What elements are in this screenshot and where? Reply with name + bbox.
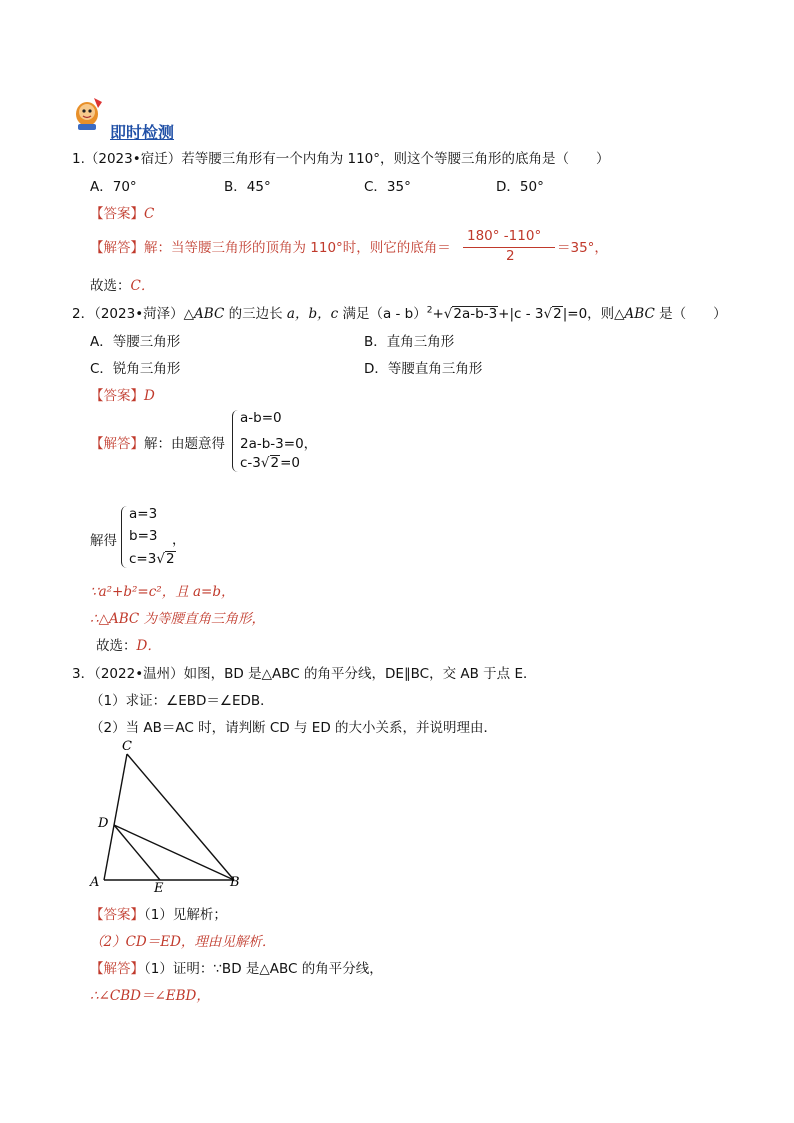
q1-analysis xyxy=(90,236,451,256)
analysis-label: 【解答】 xyxy=(90,961,144,977)
system2-brace xyxy=(121,506,127,568)
q3-answer xyxy=(90,903,227,923)
q2-because: ∵a²+b²=c²，且 a=b， xyxy=(90,584,235,600)
system2-eq3-part: c=3 xyxy=(129,551,157,567)
q1-option-c: C．35° xyxy=(364,179,411,195)
analysis-lead: 解：由题意得 xyxy=(144,436,225,452)
answer-value: C xyxy=(144,206,155,222)
q2-solve-lead: 解得 xyxy=(90,533,117,549)
system1-eq2: 2a-b-3=0， xyxy=(240,436,318,452)
answer-label: 【答案】 xyxy=(90,388,144,404)
section-title: 即时检测 xyxy=(110,123,175,142)
system1-eq1: a-b=0 xyxy=(240,410,282,426)
q2-stem-sqrt: 2a-b-3 xyxy=(453,306,498,322)
q2-option-b: B．直角三角形 xyxy=(364,334,455,350)
triangle-figure xyxy=(88,736,258,896)
label-a: A xyxy=(90,875,100,890)
q1-conclusion xyxy=(90,274,154,294)
analysis-label: 【解答】 xyxy=(90,436,144,452)
conclusion-lead: 故选： xyxy=(90,278,131,294)
answer-label: 【答案】 xyxy=(90,206,144,222)
system2-eq2: b=3 xyxy=(129,528,158,544)
system1-eq3-tail: =0 xyxy=(280,455,300,471)
q2-stem-part: 是（ ） xyxy=(654,306,727,322)
q2-stem-part: +|c - 3 xyxy=(498,306,544,322)
q3-analysis xyxy=(90,957,383,977)
answer-label: 【答案】 xyxy=(90,907,144,923)
q2-stem-part: 2．（2023•菏泽）△ xyxy=(72,306,195,322)
analysis-line1: （1）证明：∵BD 是△ABC 的角平分线， xyxy=(144,961,383,977)
q2-stem-part: 满足（a - b） xyxy=(338,306,427,322)
system1-eq3-sqrt: 2 xyxy=(270,455,280,471)
q2-stem-abc: ABC xyxy=(624,306,655,322)
label-c: C xyxy=(122,739,132,754)
q2-conclusion xyxy=(96,634,161,654)
conclusion-value: C． xyxy=(130,278,155,294)
system1-eq3: c-3√2=0 xyxy=(240,455,300,471)
conclusion-value: D． xyxy=(136,638,161,654)
q2-option-c: C．锐角三角形 xyxy=(90,361,181,377)
q2-stem: 2．（2023•菏泽）△ABC 的三边长 a，b，c 满足（a - b）$^2$+√2a-b-3+|c - 3√2|=0，则△ABC 是（ ） xyxy=(72,305,727,322)
system2-eq1: a=3 xyxy=(129,506,158,522)
segment-bd xyxy=(114,825,234,880)
q1-option-b: B．45° xyxy=(224,179,271,195)
q3-stem: 3．（2022•温州）如图，BD 是△ABC 的角平分线，DE∥BC，交 AB 于点 E． xyxy=(72,666,537,682)
q2-stem-exponent: 2 xyxy=(426,305,433,316)
q1-option-d: D．50° xyxy=(496,179,544,195)
label-e: E xyxy=(154,881,164,896)
q2-stem-part: + xyxy=(432,306,444,322)
q1-answer xyxy=(90,202,154,222)
label-b: B xyxy=(230,875,240,890)
q2-stem-abc: ABC xyxy=(194,306,225,322)
system2-eq3-sqrt: 2 xyxy=(165,551,175,567)
q1-stem: 1.（2023•宿迁）若等腰三角形有一个内角为 110°，则这个等腰三角形的底角是（ ） xyxy=(72,151,610,167)
header-mascot xyxy=(72,96,106,134)
q2-stem-part: 的三边长 xyxy=(224,306,287,322)
analysis-label: 【解答】 xyxy=(90,240,144,256)
q2-option-d: D．等腰直角三角形 xyxy=(364,361,483,377)
pencil-mascot-icon xyxy=(72,96,106,134)
q1-option-a: A．70° xyxy=(90,179,137,195)
segment-de xyxy=(114,825,160,880)
q2-analysis xyxy=(90,432,225,452)
system1-eq3-part: c-3 xyxy=(240,455,261,471)
q2-option-a: A．等腰三角形 xyxy=(90,334,181,350)
answer-value: D xyxy=(144,388,155,404)
q3-answer-part2: （2）CD＝ED，理由见解析． xyxy=(90,934,276,950)
q3-analysis-line2: ∴∠CBD＝∠EBD， xyxy=(90,988,210,1004)
q1-frac-result: ＝35°， xyxy=(557,240,608,256)
analysis-lead: 解：当等腰三角形的顶角为 110°时，则它的底角＝ xyxy=(144,240,451,256)
q3-part1: （1）求证：∠EBD＝∠EDB． xyxy=(90,693,274,709)
q2-therefore: ∴△ABC 为等腰直角三角形， xyxy=(90,611,266,627)
answer-part1: （1）见解析； xyxy=(144,907,227,923)
q2-stem-sqrt: 2 xyxy=(553,306,562,322)
label-d: D xyxy=(98,816,109,831)
system2-eq3: c=3√2 xyxy=(129,551,175,567)
q1-frac-denominator: 2 xyxy=(506,248,515,264)
q3-part2: （2）当 AB＝AC 时，请判断 CD 与 ED 的大小关系，并说明理由． xyxy=(90,720,498,736)
conclusion-lead: 故选： xyxy=(96,638,137,654)
system1-brace xyxy=(232,410,238,472)
segment-cb xyxy=(127,754,234,880)
q2-stem-vars: a，b，c xyxy=(286,306,339,322)
q1-frac-numerator: 180° -110° xyxy=(467,228,542,244)
q2-stem-part: |=0，则△ xyxy=(562,306,625,322)
q2-answer xyxy=(90,384,155,404)
system2-comma: ， xyxy=(172,532,186,548)
